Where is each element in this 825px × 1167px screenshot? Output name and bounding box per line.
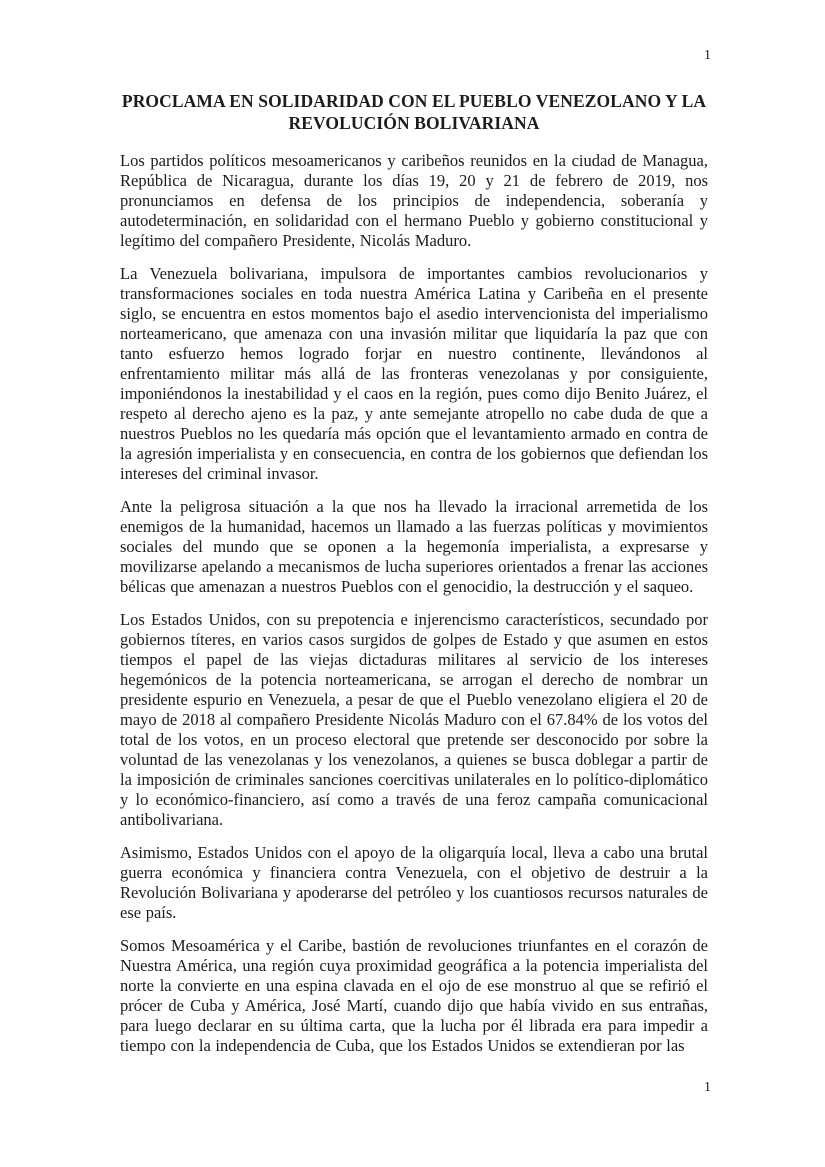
document-paragraph-2: La Venezuela bolivariana, impulsora de importantes cambios revolucionarios y transformaciones sociales en toda nuestra América Latina y Caribeña en el presente siglo, se encuentra en estos momentos bajo el asedio intervencionista del imperialismo norteamericano, que amenaza con una invasión militar que liquidaría la paz que con tanto esfuerzo hemos logrado forjar en nuestro continente, llevándonos al enfrentamiento militar más allá de las fronteras venezolanas y por consiguiente, imponiéndonos la inestabilidad y el caos en la región, pues como dijo Benito Juárez, el respeto al derecho ajeno es la paz, y ante semejante atropello no cabe duda de que a nuestros Pueblos no les quedaría más opción que el levantamiento armado en contra de la agresión imperialista y en consecuencia, en contra de los gobiernos que defiendan los intereses del criminal invasor. <box>120 264 708 483</box>
page-number-bottom: 1 <box>704 1080 711 1095</box>
document-paragraph-3: Ante la peligrosa situación a la que nos ha llevado la irracional arremetida de los enemigos de la humanidad, hacemos un llamado a las fuerzas políticas y movimientos sociales del mundo que se oponen a la hegemonía imperialista, a expresarse y movilizarse apelando a mecanismos de lucha superiores orientados a frenar las acciones bélicas que amenazan a nuestros Pueblos con el genocidio, la destrucción y el saqueo. <box>120 497 708 596</box>
document-paragraph-5: Asimismo, Estados Unidos con el apoyo de la oligarquía local, lleva a cabo una brutal guerra económica y financiera contra Venezuela, con el objetivo de destruir a la Revolución Bolivariana y apoderarse del petróleo y los cuantiosos recursos naturales de ese país. <box>120 843 708 922</box>
document-paragraph-6: Somos Mesoamérica y el Caribe, bastión de revoluciones triunfantes en el corazón de Nuestra América, una región cuya proximidad geográfica a la potencia imperialista del norte la convierte en una espina clavada en el ojo de ese monstruo al que se refirió el prócer de Cuba y América, José Martí, cuando dijo que había vivido en sus entrañas, para luego declarar en su última carta, que la lucha por él librada era para impedir a tiempo con la independencia de Cuba, que los Estados Unidos se extendieran por las <box>120 936 708 1055</box>
document-title: PROCLAMA EN SOLIDARIDAD CON EL PUEBLO VENEZOLANO Y LA REVOLUCIÓN BOLIVARIANA <box>121 91 707 133</box>
page-number-top: 1 <box>704 48 711 63</box>
document-paragraph-1: Los partidos políticos mesoamericanos y caribeños reunidos en la ciudad de Managua, República de Nicaragua, durante los días 19, 20 y 21 de febrero de 2019, nos pronunciamos en defensa de los principios de independencia, soberanía y autodeterminación, en solidaridad con el hermano Pueblo y gobierno constitucional y legítimo del compañero Presidente, Nicolás Maduro. <box>120 151 708 250</box>
document-content <box>120 90 708 1056</box>
document-paragraph-4: Los Estados Unidos, con su prepotencia e injerencismo característicos, secundado por gobiernos títeres, en varios casos surgidos de golpes de Estado y que asumen en estos tiempos el papel de las viejas dictaduras militares al servicio de los intereses hegemónicos de la potencia norteamericana, se arrogan el derecho de nombrar un presidente espurio en Venezuela, a pesar de que el Pueblo venezolano eligiera el 20 de mayo de 2018 al compañero Presidente Nicolás Maduro con el 67.84% de los votos del total de los votos, en un proceso electoral que pretende ser desconocido por sobre la voluntad de las venezolanas y los venezolanos, a quienes se busca doblegar a partir de la imposición de criminales sanciones coercitivas unilaterales en lo político-diplomático y lo económico-financiero, así como a través de una feroz campaña comunicacional antibolivariana. <box>120 610 708 829</box>
